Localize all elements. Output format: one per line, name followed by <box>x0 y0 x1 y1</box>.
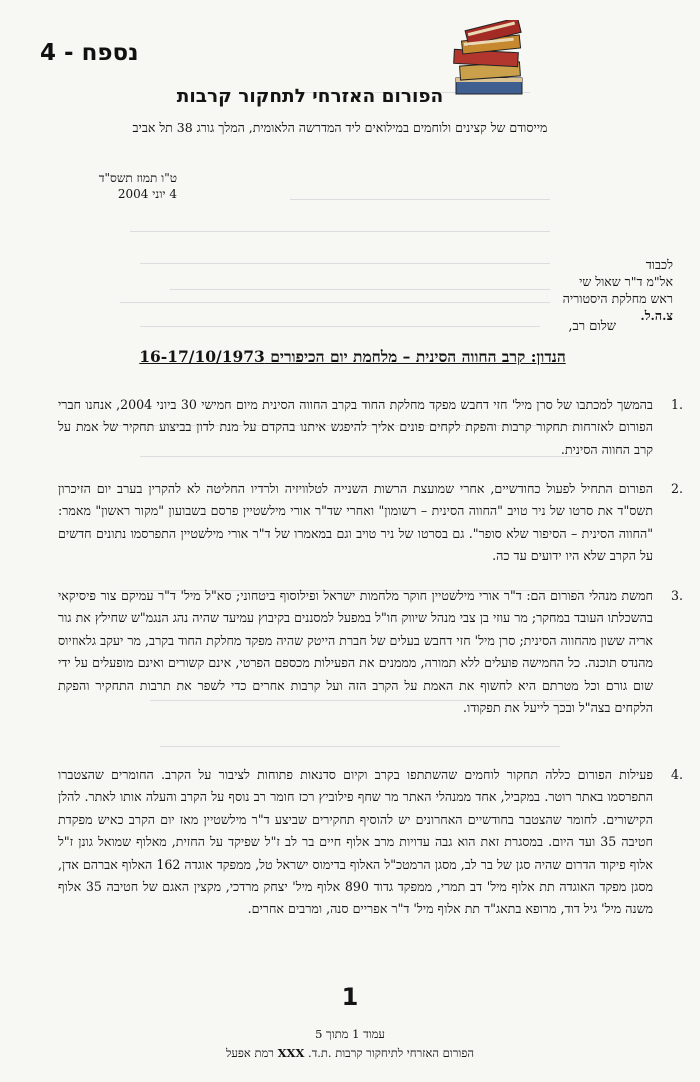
paragraph-number: 1. <box>670 397 683 412</box>
paragraph <box>58 394 683 461</box>
recipient-line: צ.ה.ל. <box>640 308 673 323</box>
footer-page-of: עמוד 1 מתוך 5 <box>315 1027 385 1041</box>
paragraph-text: בהמשך למכתבו של סרן מיל' חזי דחבש מפקד מחלקת החוד בקרב החווה הסינית מיום חמישי 30 ביוני 2004, אנחנו חברי הפורום לאזרחות תחקור קרבות והפקת לקחים פונים אליך להיפגש איתנו בהקדם על מנת לדון בביצוע תחקיר של אמת על קרב החווה הסינית. <box>58 397 653 457</box>
paragraph-text: הפורום התחיל לפעול כחודשיים, אחרי שמועצת הרשות השנייה לטלוויזיה ולרדיו החליטה לא להקרין בערב יום הזיכרון תשס"ד את סרטו של ניר טויב "החווה הסינית – רשומון" ואחרי שד"ר אורי מילשטיין פרסם בשבועון "מקור ראשון" מאמר: "החווה הסינית – הסיפור שלא סופר". גם בסרטו של ניר טויב וגם במאמרו של ד"ר אורי מילשטיין התפרסמו נתונים חדשים על הקרב שלא היו ידועים עד כה. <box>58 481 653 564</box>
recipient-line: אל"מ ד"ר שאול שי <box>579 274 673 289</box>
paragraph-number: 2. <box>670 481 683 496</box>
letterhead-subtitle: מייסודם של קצינים ולוחמים במילואים ליד המדרשה הלאומית, המלך גורג 38 תל אביב <box>132 120 548 135</box>
footer-address <box>0 1046 700 1060</box>
paragraph <box>58 478 683 568</box>
letterhead-title: הפורום האזרחי לתחקור קרבות <box>176 86 444 107</box>
annex-label: נספח - 4 <box>40 40 139 66</box>
paragraph <box>58 764 683 921</box>
greeting: שלום רב, <box>568 319 616 334</box>
paragraph-text: פעילות הפורום כללה תחקור לוחמים שהשתתפו בקרב וקיום סדנאות פתוחות לציבור על הקרב. החומרים שהצטברו התפרסמו באתר רוטר. במקביל, אחד ממנהלי האתר מר שחף פילוביץ רכז חומר רב נוסף על הקרב והעלה אותו לאתר. להלן הקישורים. לחומר שהצטבר בחודשיים האחרונים יש להוסיף תחקירים שביצע ד"ר מילשטיין מאז יום הקרב כאיש מפקדת חטיבה 35 ועד היום. במסגרת זאת הוא גבה עדויות מרב אלוף חיים בר לב ז"ל שפיקד על החזית, מאלוף שמואל גונן ז"ל אלוף פיקוד הדרום שהיה סגן של בר לב, מסגן הרמטכ"ל האלוף בדימוס ישראל טל, ממפקד אוגדה 162 האלוף אברהם אדן, מסגן מפקד האוגדה תת אלוף מיל' דב תמרי, ממפקד גדוד 890 אלוף מיל' יצחק מרדכי, מקצין האגם של חטיבה 35 אלוף משנה מיל' גיל דוד, מרופא בתאג"ד תת אלוף מיל' ד"ר אפריים סנה, ומרבים אחרים. <box>58 767 653 917</box>
footer-po-box: XXX <box>277 1046 305 1060</box>
paragraph-number: 3. <box>670 588 683 603</box>
footer-city: רמת אפעל <box>226 1046 274 1060</box>
recipient-line: ראש מחלקת היסטוריה <box>562 291 673 306</box>
page-number-large: 1 <box>341 983 359 1011</box>
recipient-line: לכבוד <box>645 257 673 272</box>
paragraph-number: 4. <box>670 767 683 782</box>
date-gregorian: 4 יוני 2004 <box>117 187 177 201</box>
subject-line: הנדון: קרב החווה הסינית – מלחמת יום הכיפורים 16-17/10/1973 <box>139 347 566 366</box>
paragraph <box>58 585 683 719</box>
paragraph-text: חמשת מנהלי הפורום הם: ד"ר אורי מילשטיין חוקר מלחמות ישראל ופילוסוף ביטחוני; סא"ל מיל' ד"ר עמיקם צור פיסיקאי בהשכלתו העובד במחקר; מר עוזי בן צבי מנהל שיווק חו"ל במפעל למסננים בקיבוץ עמיעד שהיה נהג הנגמ"ש שחילץ את גור אריה ששון מהחווה הסינית; סרן מיל' חזי דחבש בעלים של חברת הייטק שהיה מפקד מחלקת החוד בקרב, מר יעקב גלאוזיוס מהנדס תוכנה. כל החמישה פועלים ללא תמורה, מממנים את הפעילות מכספם הפרטי, אינם קשורים ואינם מופעלים על ידי שום גורם וכל מטרתם היא לחשוף את האמת על הקרב הזה ועל קרבות אחרים כדי לשפר את תרבות התחקיר והפקת הלקחים בצה"ל ובכך לייעל את תפקודו. <box>58 588 653 716</box>
recipient-block <box>563 256 673 324</box>
date-hebrew: ט"ו תמוז תשס"ד <box>98 171 177 185</box>
footer-address-prefix: הפורום האזרחי לתיחקור קרבות .ת.ד. <box>308 1046 474 1060</box>
